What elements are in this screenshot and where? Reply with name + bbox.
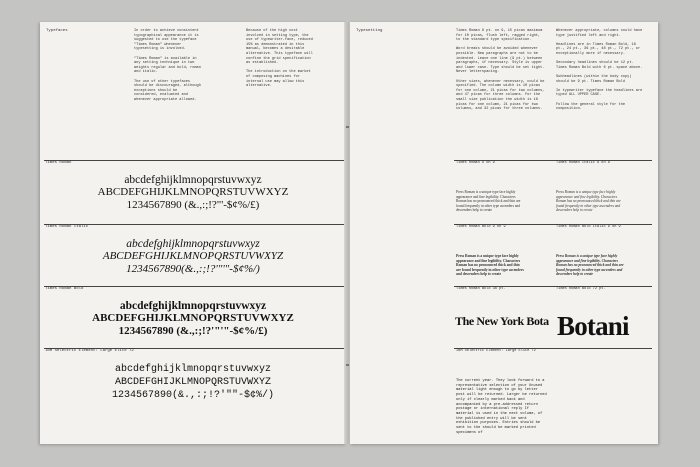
typesetting-column-1: Times Roman 9 pt. on 9, 15 picas maximum for 10 picas, flush left, ragged right, to the standard type specification. Word breaks should be avoided whenever possible. New paragraphs are not to be indented. Leave one line (9 pt.) between paragraphs, if necessary. Style is upper and lower case. Type should be set tight. Never letterspacing. Other sizes, whenever necessary, could be specified. The column width is 10 picas for one column, 21 picas for two columns, and 47 picas for three columns. For the small size publication the width is 16 picas for one column, 21 picas for two columns, and 32 picas for three columns. [456, 29, 545, 112]
sample-label: Times Roman Bold 36 pt. [456, 287, 506, 291]
specimen-label: Times Roman Italic [45, 225, 89, 229]
sample-paragraph-roman: Press Roman is a unique type face highly appearance and fine legibility. Characters Roman has no pronounced thick and thin are found frequently in other type ascenders and descenders help to create [456, 190, 521, 212]
intro-column-1: In order to achieve consistent typographical appearance it is suggested to use the typeface "Times Roman" whenever typesetting is involved. "Times Roman" is available in any setting technique in two weights regular and bold, roman and italic. The use of other typefaces should be discouraged, although exceptions should be considered, evaluated and whenever appropriate allowed. [134, 29, 201, 102]
sample-label: Times Roman Bold 9 on 9 [456, 225, 506, 229]
headline-72pt: Botani [557, 311, 629, 341]
specimen-divider [44, 224, 344, 225]
specimen-divider [44, 286, 344, 287]
specimen-label: Times Roman Bold [45, 287, 84, 291]
staple [346, 126, 349, 128]
specimen-uppercase: ABCDEFGHIJKLMNOPQRSTUVWXYZ [114, 377, 272, 388]
specimen-times-roman [40, 170, 346, 230]
typewriter-sample: The current year. They look forward to a representative selection of your Unused material light enough to go by letter post will be returned. Larger be returned only if clearly marked back and accompanied by a pre-addressed return postage or international reply If material is used in the next volume, of the published entry will be sent exhibition purposes. Entries should be sent to the should be marked printed specimens of [456, 379, 547, 435]
specimen-label: Times Roman [45, 161, 72, 165]
sample-label: Times Roman 9 on 9 [456, 161, 495, 165]
headline-36pt: The New York Bota [455, 314, 549, 328]
specimen-uppercase: ABCDEFGHIJKLMNOPQRSTUVWXYZ [92, 312, 294, 324]
right-page [350, 22, 658, 444]
typesetting-heading: Typesetting [356, 29, 383, 33]
specimen-ibm-selectric [40, 360, 346, 420]
specimen-lowercase: abcdefghijklmnopqrstuvwxyz [124, 174, 262, 186]
specimen-times-roman-bold [40, 296, 346, 356]
specimen-figures: 1234567890(&.,:;!?'"'"-$¢%/) [126, 263, 260, 275]
specimen-divider [44, 160, 344, 161]
sample-paragraph-italic: Press Roman is a unique type face highly appearance and fine legibility. Characters Roman has no pronounced thick and thin are found frequently in other type ascenders and descenders help to create [556, 190, 621, 212]
specimen-times-roman-italic [40, 234, 346, 294]
specimen-lowercase: abcdefghijklmnopqrstuvwxyz [126, 238, 260, 250]
typesetting-column-2: Whenever appropriate, columns could have type justified left and right. Headlines are in Times Roman Bold, 18 pt., 24 pt., 36 pt., 48 pt., 72 pt., or exceptionally more if necessary. Secondary headlines should be 12 pt. Times Roman Bold with 6 pt. space above. Subheadlines (within the body copy) should be 9 pt. Times Roman Bold In typewriter typeface the headlines are typed ALL UPPER CASE. Follow the general style for the composition. [556, 29, 643, 112]
sample-paragraph-bold-italic: Press Roman is a unique type face highly appearance and fine legibility. Characters Roman has no pronounced thick and thin are found frequently in other type ascenders and descenders help to create [556, 254, 624, 276]
sample-paragraph-bold: Press Roman is a unique type face highly appearance and fine legibility. Characters Roman has no pronounced thick and thin are found frequently in other type ascenders and descenders help to create [456, 254, 524, 276]
specimen-figures: 1234567890 (&.,:;!?'"'"-$¢%/£) [118, 325, 268, 337]
sample-label: Times Roman Bold 72 pt. [556, 287, 606, 291]
specimen-uppercase: ABCDEFGHIJKLMNOPQRSTUVWXYZ [97, 186, 289, 198]
specimen-label: IBM Selectric Element: Large Elite 72 [45, 349, 134, 353]
typefaces-heading: Typefaces [46, 29, 68, 33]
specimen-figures: 1234567890 (&.,:;!?"'-$¢%/£) [126, 199, 260, 211]
sample-label: Times Roman Italic 9 on 9 [556, 161, 610, 165]
staple [346, 364, 349, 366]
sample-label: IBM Selectric Element: Large Elite 72 [456, 349, 536, 353]
left-page [40, 22, 346, 444]
sample-label: Times Roman Bold Italic 9 on 9 [556, 225, 621, 229]
specimen-lowercase: abcdefghijklmnopqrstuvwxyz [114, 364, 272, 375]
specimen-uppercase: ABCDEFGHIJKLMNOPQRSTUVWXYZ [102, 250, 284, 262]
intro-column-2: Because of the high cost involved in setting type, the use of typewriter-face, reduced 15% as demonstrated in this manual, becomes a desirable alternative. This typeface will confine the grid specification as established. The introduction on the market of composing machines for internal use may allow this alternative. [246, 29, 313, 89]
specimen-lowercase: abcdefghijklmnopqrstuvwxyz [119, 300, 267, 312]
specimen-figures: 1234567890(&.,:;!?'""-$¢%/) [111, 390, 275, 401]
